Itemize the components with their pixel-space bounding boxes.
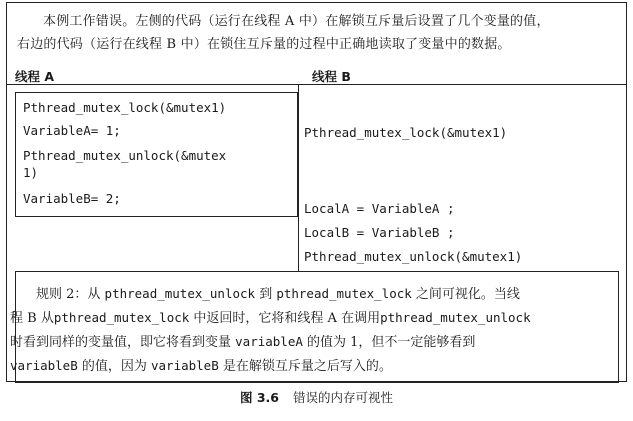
rule-code-variable-b-2: variableB bbox=[151, 358, 219, 373]
rule-paragraph bbox=[10, 282, 610, 378]
thread-a-heading: 线程 A bbox=[15, 69, 55, 84]
rule-line-2: 程 B 从pthread_mutex_lock 中返回时，它将和线程 A 在调用pthread_mutex_unlock bbox=[10, 310, 531, 326]
thread-b-code-line-3: LocalB = VariableB ; bbox=[304, 225, 455, 240]
header-divider bbox=[7, 84, 626, 85]
thread-b-heading: 线程 B bbox=[312, 69, 351, 84]
rule-code-variable-a: variableA bbox=[235, 334, 303, 349]
thread-b-code-line-1: Pthread_mutex_lock(&mutex1) bbox=[304, 125, 508, 140]
figure-number: 图 3.6 bbox=[239, 390, 279, 405]
thread-a-code-line-1: Pthread_mutex_lock(&mutex1) bbox=[23, 100, 227, 115]
column-divider bbox=[298, 85, 299, 271]
thread-b-code-line-2: LocalA = VariableA ; bbox=[304, 201, 455, 216]
intro-line-2: 右边的代码（运行在线程 B 中）在锁住互斥量的过程中正确地读取了变量中的数据。 bbox=[17, 37, 511, 52]
thread-a-code-line-4: VariableB= 2; bbox=[23, 191, 121, 206]
rule-code-unlock: pthread_mutex_unlock bbox=[104, 286, 256, 301]
rule-line-3: 时看到同样的变量值，即它将看到变量 variableA 的值为 1，但不一定能够看到 bbox=[10, 334, 476, 350]
rule-code-unlock-2: pthread_mutex_unlock bbox=[380, 310, 531, 325]
thread-a-code-line-3-wrap: 1) bbox=[23, 165, 39, 180]
rule-code-lock: pthread_mutex_lock bbox=[276, 286, 412, 301]
rule-line-4: variableB 的值，因为 variableB 是在解锁互斥量之后写入的。 bbox=[10, 358, 392, 374]
rule-code-variable-b: variableB bbox=[10, 358, 78, 373]
thread-a-code-line-3: Pthread_mutex_unlock(&mutex bbox=[23, 148, 227, 163]
rule-line-1: 规则 2：从 pthread_mutex_unlock 到 pthread_mutex_lock 之间可视化。当线 bbox=[36, 286, 520, 302]
intro-line-1: 本例工作错误。左侧的代码（运行在线程 A 中）在解锁互斥量后设置了几个变量的值， bbox=[43, 14, 550, 29]
intro-paragraph bbox=[17, 10, 617, 56]
figure-caption bbox=[0, 388, 633, 406]
thread-a-code-line-2: VariableA= 1; bbox=[23, 123, 121, 138]
rule-code-lock-2: pthread_mutex_lock bbox=[53, 310, 190, 325]
figure-title: 错误的内存可视性 bbox=[292, 390, 393, 405]
thread-b-code-line-4: Pthread_mutex_unlock(&mutex1) bbox=[304, 249, 523, 264]
